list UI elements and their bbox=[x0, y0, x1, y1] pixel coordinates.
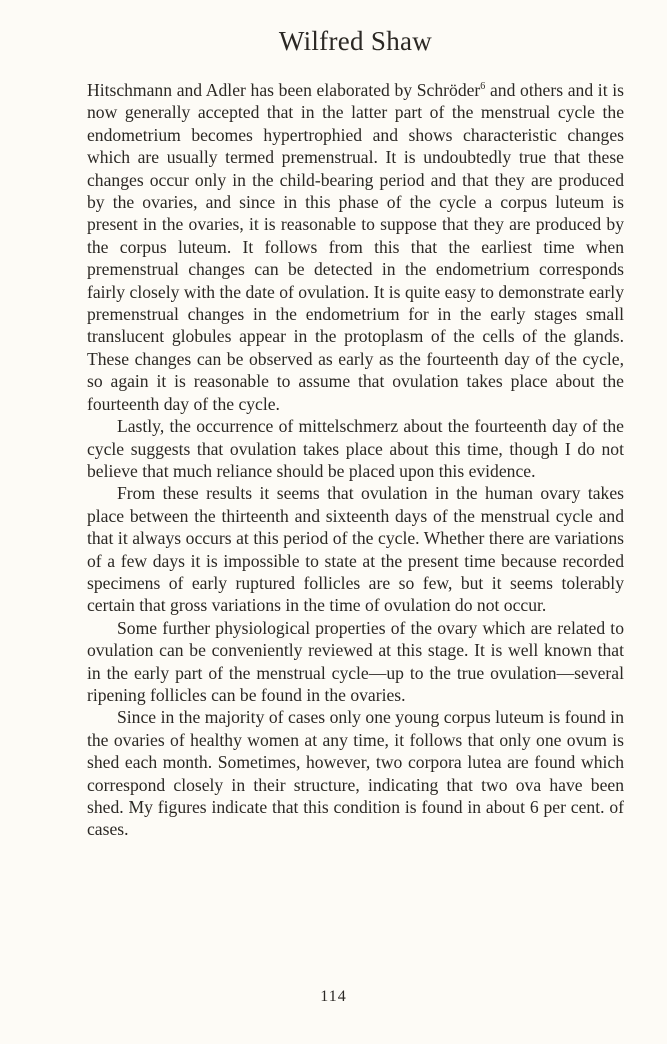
page-number: 114 bbox=[320, 988, 347, 1005]
body-text bbox=[87, 79, 624, 841]
paragraph-1 bbox=[87, 79, 624, 415]
footnote-reference: 6 bbox=[480, 81, 486, 92]
paragraph-2: Lastly, the occurrence of mittelschmerz about the fourteenth day of the cycle suggests that ovulation takes place about this time, though I do not believe that much reliance should be placed upon this evidence. bbox=[87, 416, 624, 481]
paragraph-4: Some further physiological properties of the ovary which are related to ovulation can be conveniently reviewed at this stage. It is well known that in the early part of the menstrual cycle—up to the true ovulation—several ripening follicles can be found in the ovaries. bbox=[87, 617, 624, 705]
paragraph-5: Since in the majority of cases only one young corpus luteum is found in the ovaries of healthy women at any time, it follows that only one ovum is shed each month. Sometimes, however, two corpora lutea are found which correspond closely in their structure, indicating that two ova have been shed. My figures indicate that this condition is found in about 6 per cent. of cases. bbox=[87, 707, 624, 840]
running-head: Wilfred Shaw bbox=[278, 26, 433, 56]
paragraph-1-text-a: Hitschmann and Adler has been elaborated by Schröder bbox=[87, 80, 481, 100]
paragraph-3: From these results it seems that ovulation in the human ovary takes place between the thirteenth and sixteenth days of the menstrual cycle and that it always occurs at this period of the cycle. Whether there are variations of a few days it is impossible to state at the present time because recorded specimens of early ruptured follicles are so few, but it seems tolerably certain that gross variations in the time of ovulation do not occur. bbox=[87, 483, 624, 616]
paragraph-1-text-b: and others and it is now generally accepted that in the latter part of the menstrual cycle the endometrium becomes hypertrophied and shows characteristic changes which are usually termed premenstrual. It is undoubtedly true that these changes occur only in the child-bearing period and that they are produced by the ovaries, and since in this phase of the cycle a corpus luteum is present in the ovaries, it is reasonable to suppose that they are produced by the corpus luteum. It follows from this that the earliest time when premenstrual changes can be detected in the endometrium corresponds fairly closely with the date of ovulation. It is quite easy to demonstrate early premenstrual changes in the endometrium for in the early stages small translucent globules appear in the protoplasm of the cells of the glands. These changes can be observed as early as the fourteenth day of the cycle, so again it is reasonable to assume that ovulation takes place about the fourteenth day of the cycle. bbox=[87, 80, 624, 414]
page bbox=[87, 26, 624, 841]
